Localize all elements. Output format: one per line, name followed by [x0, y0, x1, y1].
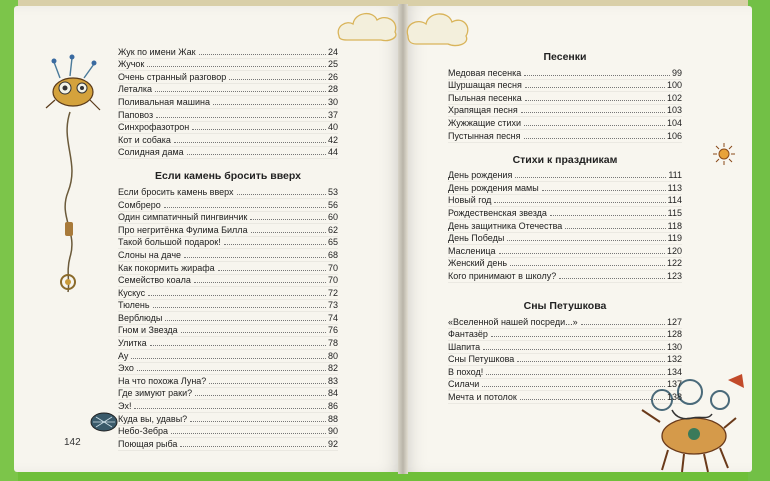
- toc-dot-leader: [483, 348, 665, 350]
- toc-entry-title: Поющая рыба: [118, 438, 178, 449]
- toc-entry-page: 114: [667, 195, 682, 206]
- toc-entry-title: Как покормить жирафа: [118, 262, 215, 273]
- toc-entry-page: 44: [327, 147, 338, 158]
- toc-entry: [118, 350, 338, 363]
- toc-entry-title: Жучок: [118, 59, 145, 70]
- toc-entry-title: Шапита: [448, 341, 481, 352]
- toc-entry: [118, 275, 338, 288]
- toc-dot-leader: [209, 382, 326, 384]
- toc-entry: [118, 413, 338, 426]
- section-title-c: Песенки: [543, 51, 587, 63]
- toc-entry-title: Кот и собака: [118, 134, 171, 145]
- toc-dot-leader: [153, 306, 326, 308]
- toc-entry-title: Семейство коала: [118, 275, 191, 286]
- toc-entry: [118, 337, 338, 350]
- toc-entry-title: День рождения: [448, 170, 513, 181]
- toc-entry-page: 100: [666, 80, 682, 91]
- toc-entry-page: 70: [327, 275, 338, 286]
- toc-dot-leader: [520, 398, 665, 400]
- toc-entry-title: Гном и Звезда: [118, 325, 178, 336]
- toc-entry-title: Леталка: [118, 84, 153, 95]
- toc-entry-page: 24: [327, 46, 338, 57]
- toc-entry-title: Эх!: [118, 401, 132, 412]
- toc-dot-leader: [565, 227, 665, 229]
- toc-entry-title: Паповоз: [118, 109, 154, 120]
- toc-entry-title: Верблюды: [118, 312, 163, 323]
- toc-dot-leader: [482, 385, 665, 387]
- toc-entry-page: 74: [327, 312, 338, 323]
- toc-entry: [118, 96, 338, 109]
- toc-dot-leader: [181, 331, 326, 333]
- toc-entry-page: 113: [667, 182, 682, 193]
- toc-dot-leader: [521, 111, 665, 113]
- toc-entry-title: Если бросить камень вверх: [118, 186, 234, 197]
- toc-left: [118, 46, 338, 451]
- toc-dot-leader: [581, 323, 665, 325]
- toc-list-e: [448, 316, 682, 404]
- toc-entry: [448, 92, 682, 105]
- toc-entry-title: Рождественская звезда: [448, 207, 547, 218]
- toc-entry-title: Новый год: [448, 195, 492, 206]
- toc-entry-title: Пыльная песенка: [448, 92, 522, 103]
- toc-dot-leader: [184, 256, 326, 258]
- toc-dot-leader: [165, 319, 326, 321]
- toc-entry: [118, 134, 338, 147]
- toc-dot-leader: [237, 193, 326, 195]
- toc-dot-leader: [131, 357, 326, 359]
- toc-entry-title: Мечта и потолок: [448, 392, 517, 403]
- toc-entry: [118, 438, 338, 451]
- toc-entry-page: 92: [327, 438, 338, 449]
- toc-entry: [118, 71, 338, 84]
- section-title-e: Сны Петушкова: [523, 299, 607, 312]
- toc-dot-leader: [134, 407, 326, 409]
- toc-entry: [448, 182, 682, 195]
- toc-dot-leader: [491, 335, 665, 337]
- toc-entry: [448, 316, 682, 329]
- toc-entry: [448, 220, 682, 233]
- toc-dot-leader: [542, 189, 666, 191]
- toc-entry-page: 99: [671, 67, 682, 78]
- toc-dot-leader: [229, 78, 326, 80]
- toc-entry-page: 76: [327, 325, 338, 336]
- toc-dot-leader: [524, 74, 670, 76]
- toc-entry: [118, 287, 338, 300]
- toc-entry-page: 83: [327, 375, 338, 386]
- toc-entry-title: «Вселенной нашей посреди...»: [448, 316, 578, 327]
- toc-entry: [448, 379, 682, 392]
- toc-entry-page: 56: [327, 199, 338, 210]
- toc-dot-leader: [171, 432, 326, 434]
- toc-dot-leader: [164, 206, 326, 208]
- toc-entry-page: 128: [666, 329, 682, 340]
- toc-entry-page: 70: [327, 262, 338, 273]
- toc-entry-title: Жук по имени Жак: [118, 46, 196, 57]
- toc-entry-page: 80: [327, 350, 338, 361]
- toc-entry-title: Ау: [118, 350, 129, 361]
- toc-entry-page: 130: [666, 341, 682, 352]
- toc-entry: [118, 363, 338, 376]
- toc-entry: [448, 170, 682, 183]
- toc-entry-title: Сны Петушкова: [448, 354, 515, 365]
- toc-dot-leader: [550, 214, 666, 216]
- toc-entry-page: 62: [327, 224, 338, 235]
- toc-dot-leader: [213, 103, 326, 105]
- toc-entry-page: 127: [666, 316, 682, 327]
- toc-entry-page: 28: [327, 84, 338, 95]
- toc-entry-page: 137: [666, 379, 682, 390]
- toc-dot-leader: [251, 231, 326, 233]
- toc-entry-page: 118: [667, 220, 682, 231]
- toc-entry: [118, 224, 338, 237]
- toc-entry: [448, 130, 682, 143]
- toc-entry-title: Один симпатичный пингвинчик: [118, 212, 248, 223]
- toc-dot-leader: [190, 420, 326, 422]
- toc-entry: [448, 391, 682, 404]
- toc-entry-page: 119: [667, 233, 682, 244]
- toc-dot-leader: [155, 90, 326, 92]
- toc-entry: [448, 80, 682, 93]
- toc-entry: [118, 109, 338, 122]
- toc-entry-page: 122: [666, 258, 682, 269]
- toc-entry-title: Про негритёнка Фулима Билла: [118, 224, 248, 235]
- toc-entry-title: Пустынная песня: [448, 130, 521, 141]
- book-spine: [398, 4, 408, 474]
- toc-dot-leader: [486, 373, 665, 375]
- toc-entry-page: 26: [327, 71, 338, 82]
- toc-entry: [118, 122, 338, 135]
- toc-entry: [118, 249, 338, 262]
- toc-list-d: [448, 170, 682, 283]
- toc-entry: [448, 67, 682, 80]
- toc-entry-title: День защитника Отечества: [448, 220, 563, 231]
- section-title-b: Если камень бросить вверх: [154, 170, 301, 183]
- toc-entry: [118, 84, 338, 97]
- toc-entry: [118, 325, 338, 338]
- toc-dot-leader: [148, 294, 326, 296]
- toc-entry-page: 88: [327, 413, 338, 424]
- toc-entry-page: 86: [327, 401, 338, 412]
- toc-entry: [118, 199, 338, 212]
- toc-entry: [118, 147, 338, 160]
- toc-entry: [118, 400, 338, 413]
- toc-entry: [118, 212, 338, 225]
- toc-dot-leader: [559, 277, 665, 279]
- toc-entry-page: 138: [666, 392, 682, 403]
- toc-entry-page: 84: [327, 388, 338, 399]
- toc-list-b: [118, 186, 338, 450]
- sun-icon: [712, 142, 736, 166]
- toc-dot-leader: [147, 65, 326, 67]
- toc-dot-leader: [218, 269, 326, 271]
- toc-entry-page: 102: [666, 92, 682, 103]
- toc-entry: [118, 312, 338, 325]
- toc-dot-leader: [199, 53, 326, 55]
- toc-entry: [118, 388, 338, 401]
- toc-dot-leader: [494, 201, 665, 203]
- toc-entry-page: 65: [327, 237, 338, 248]
- cloud-icon: [404, 8, 474, 52]
- toc-entry: [448, 341, 682, 354]
- toc-entry-title: Куда вы, удавы?: [118, 413, 188, 424]
- toc-entry-title: Где зимуют раки?: [118, 388, 193, 399]
- toc-entry-title: Тюлень: [118, 300, 150, 311]
- toc-entry: [448, 195, 682, 208]
- toc-dot-leader: [499, 252, 665, 254]
- toc-entry: [118, 46, 338, 59]
- toc-entry-title: Поливальная машина: [118, 96, 210, 107]
- toc-dot-leader: [192, 128, 326, 130]
- toc-dot-leader: [156, 116, 326, 118]
- toc-entry-page: 90: [327, 426, 338, 437]
- toc-dot-leader: [224, 243, 326, 245]
- toc-entry: [448, 329, 682, 342]
- toc-dot-leader: [525, 86, 665, 88]
- toc-entry-title: Улитка: [118, 338, 147, 349]
- toc-entry-title: Масленица: [448, 245, 496, 256]
- toc-dot-leader: [510, 264, 665, 266]
- toc-dot-leader: [137, 369, 326, 371]
- beetle-icon: [88, 410, 120, 434]
- toc-entry: [118, 186, 338, 199]
- toc-dot-leader: [174, 141, 326, 143]
- toc-entry-title: Эхо: [118, 363, 134, 374]
- toc-entry-title: День рождения мамы: [448, 182, 539, 193]
- toc-entry-page: 68: [327, 249, 338, 260]
- toc-entry-page: 106: [666, 130, 682, 141]
- toc-entry-title: Храпящая песня: [448, 105, 518, 116]
- toc-dot-leader: [195, 394, 326, 396]
- toc-entry-page: 82: [327, 363, 338, 374]
- cloud-icon: [333, 6, 403, 46]
- toc-entry-title: Медовая песенка: [448, 67, 522, 78]
- toc-dot-leader: [524, 137, 665, 139]
- toc-entry-title: Слоны на даче: [118, 249, 182, 260]
- toc-dot-leader: [507, 239, 665, 241]
- toc-entry: [118, 262, 338, 275]
- toc-entry-title: Женский день: [448, 258, 508, 269]
- toc-entry-page: 73: [327, 300, 338, 311]
- toc-right: [448, 50, 682, 404]
- toc-entry-title: На что похожа Луна?: [118, 375, 207, 386]
- toc-entry-page: 104: [666, 117, 682, 128]
- toc-entry: [448, 354, 682, 367]
- toc-entry: [118, 59, 338, 72]
- toc-entry-title: Шуршащая песня: [448, 80, 522, 91]
- toc-entry-title: Очень странный разговор: [118, 71, 227, 82]
- toc-entry-title: Сомбреро: [118, 199, 161, 210]
- toc-entry-page: 132: [666, 354, 682, 365]
- toc-entry-page: 42: [327, 134, 338, 145]
- toc-dot-leader: [250, 218, 326, 220]
- toc-dot-leader: [515, 176, 666, 178]
- toc-entry-page: 103: [666, 105, 682, 116]
- toc-entry: [448, 105, 682, 118]
- toc-dot-leader: [150, 344, 326, 346]
- toc-entry-page: 60: [327, 212, 338, 223]
- toc-dot-leader: [187, 153, 326, 155]
- toc-entry-page: 115: [667, 207, 682, 218]
- toc-entry-page: 78: [327, 338, 338, 349]
- toc-entry: [448, 117, 682, 130]
- toc-entry-page: 123: [666, 270, 682, 281]
- toc-dot-leader: [194, 281, 326, 283]
- toc-entry-page: 40: [327, 122, 338, 133]
- bug-creature-icon: [40, 52, 110, 302]
- toc-entry-page: 53: [327, 186, 338, 197]
- toc-entry: [118, 300, 338, 313]
- toc-list-a: [118, 46, 338, 159]
- toc-entry: [448, 233, 682, 246]
- toc-entry-title: Такой большой подарок!: [118, 237, 221, 248]
- toc-entry-title: Небо-Зебра: [118, 426, 169, 437]
- toc-entry: [118, 375, 338, 388]
- toc-entry: [448, 207, 682, 220]
- toc-entry-title: Силачи: [448, 379, 480, 390]
- section-title-d: Стихи к праздникам: [512, 153, 618, 166]
- toc-entry: [448, 270, 682, 283]
- toc-entry-title: В поход!: [448, 366, 484, 377]
- toc-entry: [118, 237, 338, 250]
- toc-entry-title: Фантазёр: [448, 329, 488, 340]
- toc-entry-page: 72: [327, 287, 338, 298]
- toc-dot-leader: [524, 124, 665, 126]
- toc-dot-leader: [517, 360, 665, 362]
- page-number: 142: [64, 437, 81, 448]
- toc-entry-title: Жужжащие стихи: [448, 117, 521, 128]
- toc-entry-page: 111: [668, 170, 682, 181]
- toc-entry: [118, 426, 338, 439]
- toc-dot-leader: [180, 445, 326, 447]
- toc-entry-page: 37: [327, 109, 338, 120]
- toc-entry-title: Кого принимают в школу?: [448, 270, 557, 281]
- toc-entry-title: Солидная дама: [118, 147, 184, 158]
- toc-entry-page: 30: [327, 96, 338, 107]
- toc-entry: [448, 245, 682, 258]
- toc-entry-title: День Победы: [448, 233, 505, 244]
- toc-entry-page: 25: [327, 59, 338, 70]
- toc-entry-page: 120: [666, 245, 682, 256]
- toc-entry-page: 134: [666, 366, 682, 377]
- toc-entry: [448, 258, 682, 271]
- toc-entry: [448, 366, 682, 379]
- toc-dot-leader: [525, 99, 665, 101]
- toc-entry-title: Синхрофазотрон: [118, 122, 190, 133]
- toc-list-c: [448, 67, 682, 143]
- toc-entry-title: Кускус: [118, 287, 146, 298]
